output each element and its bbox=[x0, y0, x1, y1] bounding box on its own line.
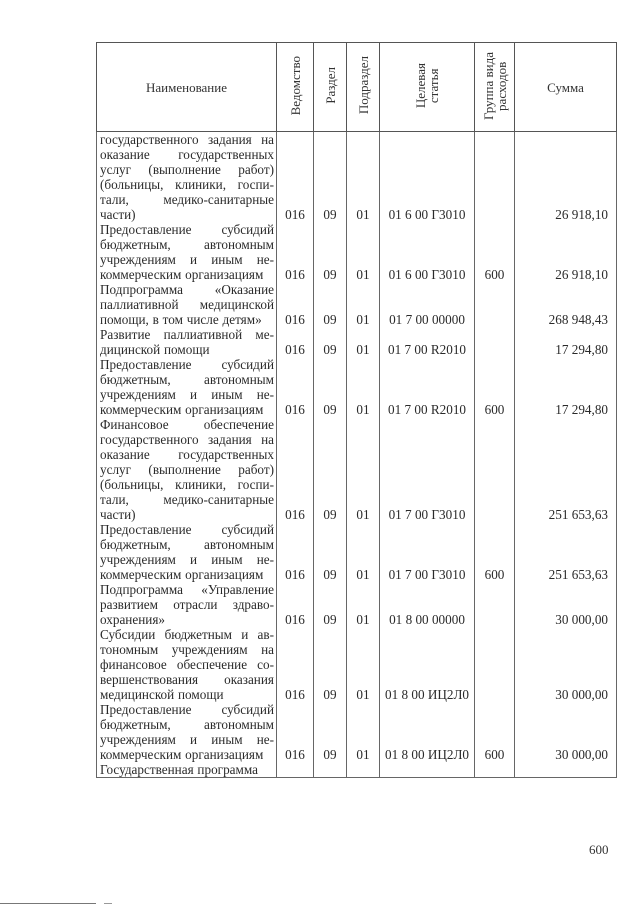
table-row bbox=[97, 627, 617, 702]
row-vedomstvo: 016 bbox=[277, 702, 314, 762]
row-summa: 17 294,80 bbox=[515, 327, 617, 357]
row-razdel bbox=[314, 762, 347, 778]
row-vedomstvo bbox=[277, 762, 314, 778]
row-name: Государственная программа bbox=[97, 762, 277, 778]
row-gruppa: 600 bbox=[475, 357, 515, 417]
row-razdel: 09 bbox=[314, 327, 347, 357]
row-summa: 30 000,00 bbox=[515, 582, 617, 627]
row-razdel: 09 bbox=[314, 627, 347, 702]
table-row bbox=[97, 582, 617, 627]
row-gruppa bbox=[475, 762, 515, 778]
row-vedomstvo: 016 bbox=[277, 627, 314, 702]
row-razdel: 09 bbox=[314, 282, 347, 327]
row-gruppa bbox=[475, 282, 515, 327]
row-summa: 30 000,00 bbox=[515, 702, 617, 762]
row-podrazdel bbox=[347, 762, 380, 778]
row-summa: 17 294,80 bbox=[515, 357, 617, 417]
row-name: Предоставление субсидий бюджетным, автономным учреждениям и иным не-коммерческим организациям bbox=[97, 702, 277, 762]
row-name: Подпрограмма «Оказание паллиативной медицинской помощи, в том числе детям» bbox=[97, 282, 277, 327]
table-row bbox=[97, 132, 617, 223]
row-podrazdel: 01 bbox=[347, 327, 380, 357]
table-header-row bbox=[97, 43, 617, 132]
row-summa: 268 948,43 bbox=[515, 282, 617, 327]
row-name: государственного задания на оказание государственных услуг (выполнение работ) (больницы, клиники, госпи-тали, медико-санитарные части) bbox=[97, 132, 277, 223]
row-podrazdel: 01 bbox=[347, 627, 380, 702]
header-razdel: Раздел bbox=[314, 43, 347, 132]
row-name: Предоставление субсидий бюджетным, автономным учреждениям и иным не-коммерческим организациям bbox=[97, 357, 277, 417]
row-razdel: 09 bbox=[314, 417, 347, 522]
row-gruppa bbox=[475, 417, 515, 522]
row-podrazdel: 01 bbox=[347, 417, 380, 522]
row-name: Финансовое обеспечение государственного задания на оказание государственных услуг (выполнение работ) (больницы, клиники, госпи-тали, медико-санитарные части) bbox=[97, 417, 277, 522]
row-vedomstvo: 016 bbox=[277, 582, 314, 627]
row-celevaya-statya: 01 7 00 R2010 bbox=[380, 357, 475, 417]
row-vedomstvo: 016 bbox=[277, 327, 314, 357]
table-row bbox=[97, 282, 617, 327]
table-row bbox=[97, 417, 617, 522]
row-celevaya-statya: 01 7 00 Г3010 bbox=[380, 522, 475, 582]
page-number: 600 bbox=[589, 842, 609, 857]
row-celevaya-statya: 01 7 00 Г3010 bbox=[380, 417, 475, 522]
row-gruppa bbox=[475, 627, 515, 702]
table-row bbox=[97, 222, 617, 282]
row-gruppa bbox=[475, 582, 515, 627]
row-podrazdel: 01 bbox=[347, 357, 380, 417]
row-vedomstvo: 016 bbox=[277, 282, 314, 327]
table-row bbox=[97, 702, 617, 762]
table-row bbox=[97, 762, 617, 778]
header-vedomstvo: Ведомство bbox=[277, 43, 314, 132]
row-summa: 30 000,00 bbox=[515, 627, 617, 702]
row-celevaya-statya: 01 7 00 R2010 bbox=[380, 327, 475, 357]
row-celevaya-statya: 01 8 00 ИЦ2Л0 bbox=[380, 702, 475, 762]
row-razdel: 09 bbox=[314, 582, 347, 627]
row-celevaya-statya: 01 6 00 Г3010 bbox=[380, 132, 475, 223]
row-podrazdel: 01 bbox=[347, 582, 380, 627]
row-vedomstvo: 016 bbox=[277, 222, 314, 282]
row-celevaya-statya: 01 8 00 00000 bbox=[380, 582, 475, 627]
row-podrazdel: 01 bbox=[347, 282, 380, 327]
row-name: Предоставление субсидий бюджетным, автономным учреждениям и иным не-коммерческим организациям bbox=[97, 522, 277, 582]
footer-rule bbox=[0, 903, 96, 904]
row-razdel: 09 bbox=[314, 357, 347, 417]
row-name: Подпрограмма «Управление развитием отрасли здраво-охранения» bbox=[97, 582, 277, 627]
header-gruppa-rashodov: Группа вида расходов bbox=[475, 43, 515, 132]
row-vedomstvo: 016 bbox=[277, 522, 314, 582]
row-vedomstvo: 016 bbox=[277, 132, 314, 223]
row-razdel: 09 bbox=[314, 132, 347, 223]
row-podrazdel: 01 bbox=[347, 522, 380, 582]
row-name: Развитие паллиативной ме-дицинской помощи bbox=[97, 327, 277, 357]
row-podrazdel: 01 bbox=[347, 132, 380, 223]
row-gruppa: 600 bbox=[475, 222, 515, 282]
row-razdel: 09 bbox=[314, 522, 347, 582]
row-gruppa bbox=[475, 132, 515, 223]
header-summa: Сумма bbox=[515, 43, 617, 132]
row-celevaya-statya bbox=[380, 762, 475, 778]
row-summa: 26 918,10 bbox=[515, 132, 617, 223]
header-celevaya-statya: Целевая статья bbox=[380, 43, 475, 132]
row-podrazdel: 01 bbox=[347, 222, 380, 282]
budget-table bbox=[96, 42, 617, 778]
row-celevaya-statya: 01 8 00 ИЦ2Л0 bbox=[380, 627, 475, 702]
row-gruppa: 600 bbox=[475, 522, 515, 582]
row-razdel: 09 bbox=[314, 222, 347, 282]
row-gruppa bbox=[475, 327, 515, 357]
row-name: Предоставление субсидий бюджетным, автономным учреждениям и иным не-коммерческим организациям bbox=[97, 222, 277, 282]
table-row bbox=[97, 327, 617, 357]
row-summa: 251 653,63 bbox=[515, 522, 617, 582]
row-gruppa: 600 bbox=[475, 702, 515, 762]
row-celevaya-statya: 01 7 00 00000 bbox=[380, 282, 475, 327]
row-summa bbox=[515, 762, 617, 778]
row-razdel: 09 bbox=[314, 702, 347, 762]
header-name: Наименование bbox=[97, 43, 277, 132]
row-summa: 26 918,10 bbox=[515, 222, 617, 282]
row-vedomstvo: 016 bbox=[277, 417, 314, 522]
header-podrazdel: Подраздел bbox=[347, 43, 380, 132]
row-name: Субсидии бюджетным и ав-тономным учреждениям на финансовое обеспечение со-вершенствования оказания медицинской помощи bbox=[97, 627, 277, 702]
table-row bbox=[97, 522, 617, 582]
table-row bbox=[97, 357, 617, 417]
footer-dash bbox=[104, 903, 112, 904]
row-summa: 251 653,63 bbox=[515, 417, 617, 522]
row-celevaya-statya: 01 6 00 Г3010 bbox=[380, 222, 475, 282]
row-vedomstvo: 016 bbox=[277, 357, 314, 417]
row-podrazdel: 01 bbox=[347, 702, 380, 762]
